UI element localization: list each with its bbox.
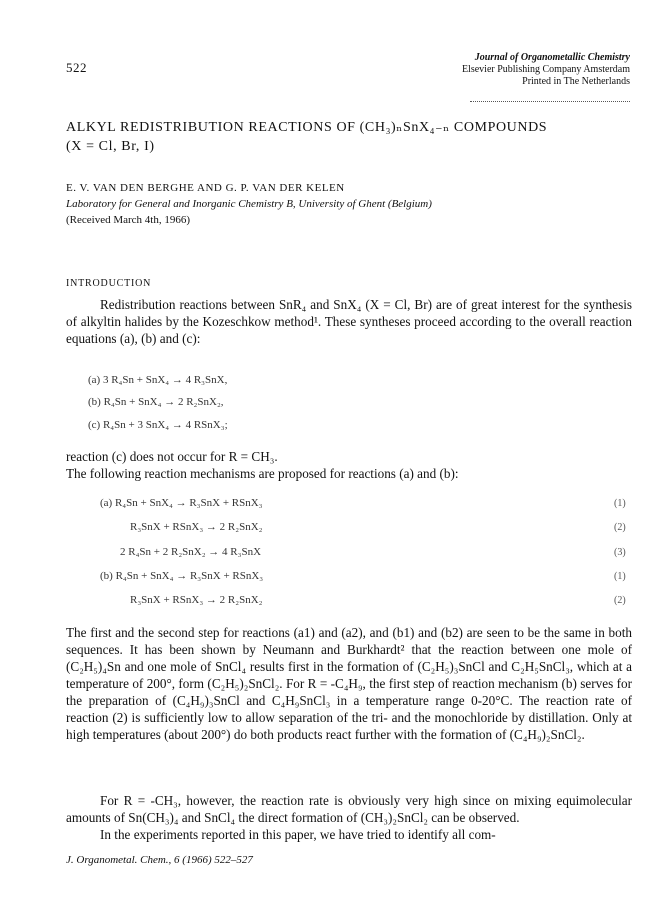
paragraph-2 bbox=[66, 448, 632, 482]
mech-b2-number: (2) bbox=[614, 595, 626, 606]
paragraph-5 bbox=[66, 826, 632, 843]
publisher: Elsevier Publishing Company Amsterdam bbox=[461, 64, 630, 75]
paragraph-1-text: Redistribution reactions between SnR₄ and SnX₄ (X = Cl, Br) are of great interest for the synthesis of alkyltin halides by the Kozeschkow method¹. These syntheses proceed according to the overall reaction equations (a), (b) and (c): bbox=[66, 297, 632, 346]
paragraph-5-text: In the experiments reported in this paper, we have tried to identify all com- bbox=[100, 827, 496, 842]
mech-a3: 2 R₄Sn + 2 R₂SnX₂ → 4 R₃SnX bbox=[120, 546, 262, 558]
page-number: 522 bbox=[66, 60, 87, 75]
article-title bbox=[66, 118, 636, 156]
mech-b1-number: (1) bbox=[614, 571, 626, 582]
journal-name: Journal of Organometallic Chemistry bbox=[474, 52, 630, 63]
printed-in: Printed in The Netherlands bbox=[522, 76, 630, 87]
paragraph-1 bbox=[66, 296, 632, 347]
mech-b1: (b) R₄Sn + SnX₄ → R₃SnX + RSnX₃ bbox=[100, 570, 264, 582]
mech-b2: R₃SnX + RSnX₃ → 2 R₂SnX₂ bbox=[130, 594, 263, 606]
overall-eq-c: (c) R₄Sn + 3 SnX₄ → 4 RSnX₃; bbox=[88, 419, 228, 431]
title-line-1: ALKYL REDISTRIBUTION REACTIONS OF (CH₃)ₙSnX₄₋ₙ COMPOUNDS bbox=[66, 120, 548, 135]
paragraph-4 bbox=[66, 792, 632, 826]
header-rule bbox=[470, 101, 630, 102]
footer-citation: J. Organometal. Chem., 6 (1966) 522–527 bbox=[66, 854, 253, 866]
received-date: (Received March 4th, 1966) bbox=[66, 214, 191, 226]
paragraph-4-text: For R = -CH₃, however, the reaction rate is obviously very high since on mixing equimolecular amounts of Sn(CH₃)₄ and SnCl₄ the direct formation of (CH₃)₂SnCl₂ can be observed. bbox=[66, 793, 632, 825]
overall-eq-b: (b) R₄Sn + SnX₄ → 2 R₂SnX₂, bbox=[88, 396, 224, 408]
mech-a1: (a) R₄Sn + SnX₄ → R₃SnX + RSnX₃ bbox=[100, 497, 263, 509]
overall-eq-a: (a) 3 R₄Sn + SnX₄ → 4 R₃SnX, bbox=[88, 374, 228, 386]
affiliation: Laboratory for General and Inorganic Chemistry B, University of Ghent (Belgium) bbox=[66, 198, 432, 210]
journal-header bbox=[462, 52, 630, 88]
mech-a2-number: (2) bbox=[614, 522, 626, 533]
title-line-2: (X = Cl, Br, I) bbox=[66, 139, 155, 154]
mech-a1-number: (1) bbox=[614, 498, 626, 509]
mech-a3-number: (3) bbox=[614, 547, 626, 558]
mech-a2: R₃SnX + RSnX₃ → 2 R₂SnX₂ bbox=[130, 521, 263, 533]
paragraph-2-line-2: The following reaction mechanisms are proposed for reactions (a) and (b): bbox=[66, 466, 459, 481]
paragraph-2-line-1: reaction (c) does not occur for R = CH₃. bbox=[66, 449, 278, 464]
authors: E. V. VAN DEN BERGHE AND G. P. VAN DER KELEN bbox=[66, 182, 345, 194]
paragraph-3: The first and the second step for reactions (a1) and (a2), and (b1) and (b2) are seen to be the same in both sequences. It has been shown by Neumann and Burkhardt² that the reaction between one mole of (C₂H₅)₄Sn and one mole of SnCl₄ results first in the formation of (C₂H₅)₃SnCl and C₂H₅SnCl₃, which at a temperature of 200°, form (C₂H₅)₂SnCl₂. For R = -C₄H₉, the first step of reaction mechanism (b) serves for the preparation of (C₄H₉)₃SnCl and C₄H₉SnCl₃ in a temperature range 0-20°C. The reaction rate of reaction (2) is sufficiently low to allow separation of the tri- and the monochloride by distillation. Only at high temperatures (about 200°) do both products react further with the formation of (C₄H₉)₂SnCl₂. bbox=[66, 625, 632, 742]
section-heading: INTRODUCTION bbox=[66, 278, 152, 289]
